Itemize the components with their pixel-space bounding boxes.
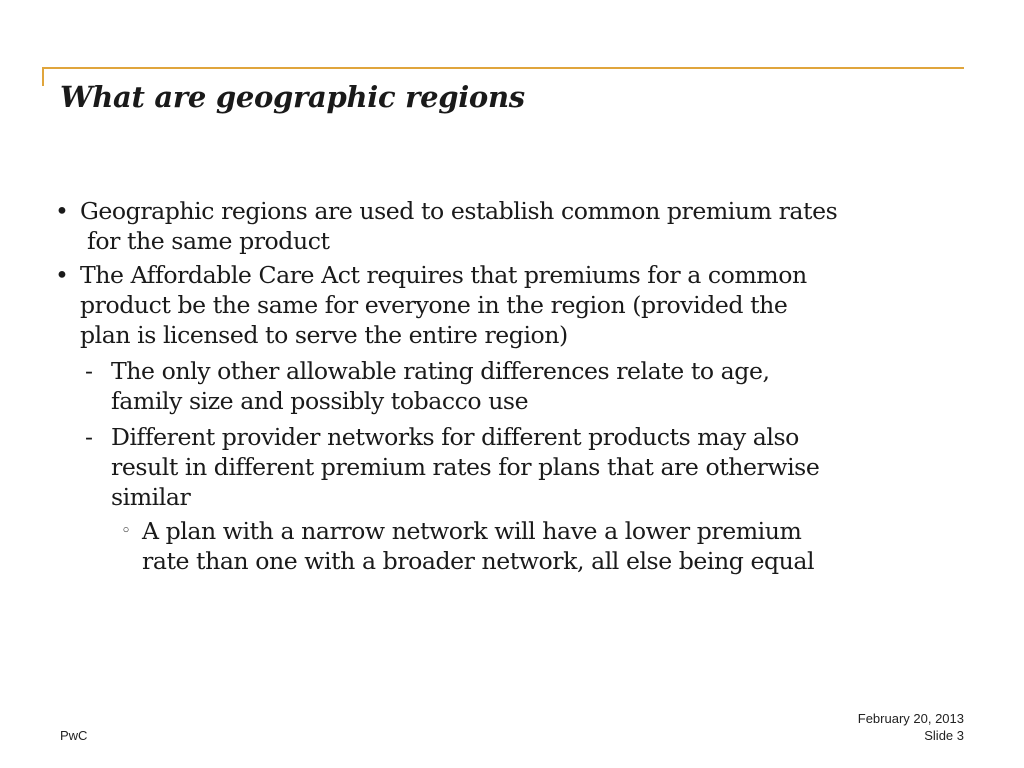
bullet-marker: • — [55, 261, 69, 289]
footer-slide-number: Slide 3 — [924, 728, 964, 743]
bullet-text-line: plan is licensed to serve the entire region) — [80, 321, 568, 349]
title-rule-tick — [42, 67, 44, 86]
sub-bullet-item — [55, 356, 970, 416]
footer-date: February 20, 2013 — [857, 711, 964, 726]
bullet-text-line: result in different premium rates for plans that are otherwise — [111, 453, 820, 481]
bullet-text-line: The Affordable Care Act requires that premiums for a common — [80, 261, 807, 289]
bullet-text-line: A plan with a narrow network will have a lower premium — [142, 517, 802, 545]
bullet-item — [55, 260, 970, 350]
bullet-text-line: Different provider networks for different products may also — [111, 423, 799, 451]
sub-sub-bullet-item — [55, 516, 970, 576]
footer-company: PwC — [60, 728, 88, 743]
slide-title: What are geographic regions — [60, 80, 525, 114]
bullet-text-line: The only other allowable rating differences relate to age, — [111, 357, 770, 385]
circle-bullet-icon: ◦ — [121, 521, 131, 541]
sub-bullet-item — [55, 422, 970, 512]
footer-meta — [858, 710, 964, 744]
bullet-text-line: Geographic regions are used to establish common premium rates — [80, 197, 838, 225]
bullet-text-line: for the same product — [80, 227, 330, 255]
dash-marker: - — [85, 357, 93, 385]
bullet-text-line: product be the same for everyone in the region (provided the — [80, 291, 788, 319]
slide-body — [55, 196, 970, 580]
bullet-text-line: similar — [111, 483, 191, 511]
bullet-text-line: rate than one with a broader network, all else being equal — [142, 547, 815, 575]
bullet-marker: • — [55, 197, 69, 225]
dash-marker: - — [85, 423, 93, 451]
title-rule — [42, 67, 964, 69]
bullet-item — [55, 196, 970, 256]
bullet-text-line: family size and possibly tobacco use — [111, 387, 529, 415]
